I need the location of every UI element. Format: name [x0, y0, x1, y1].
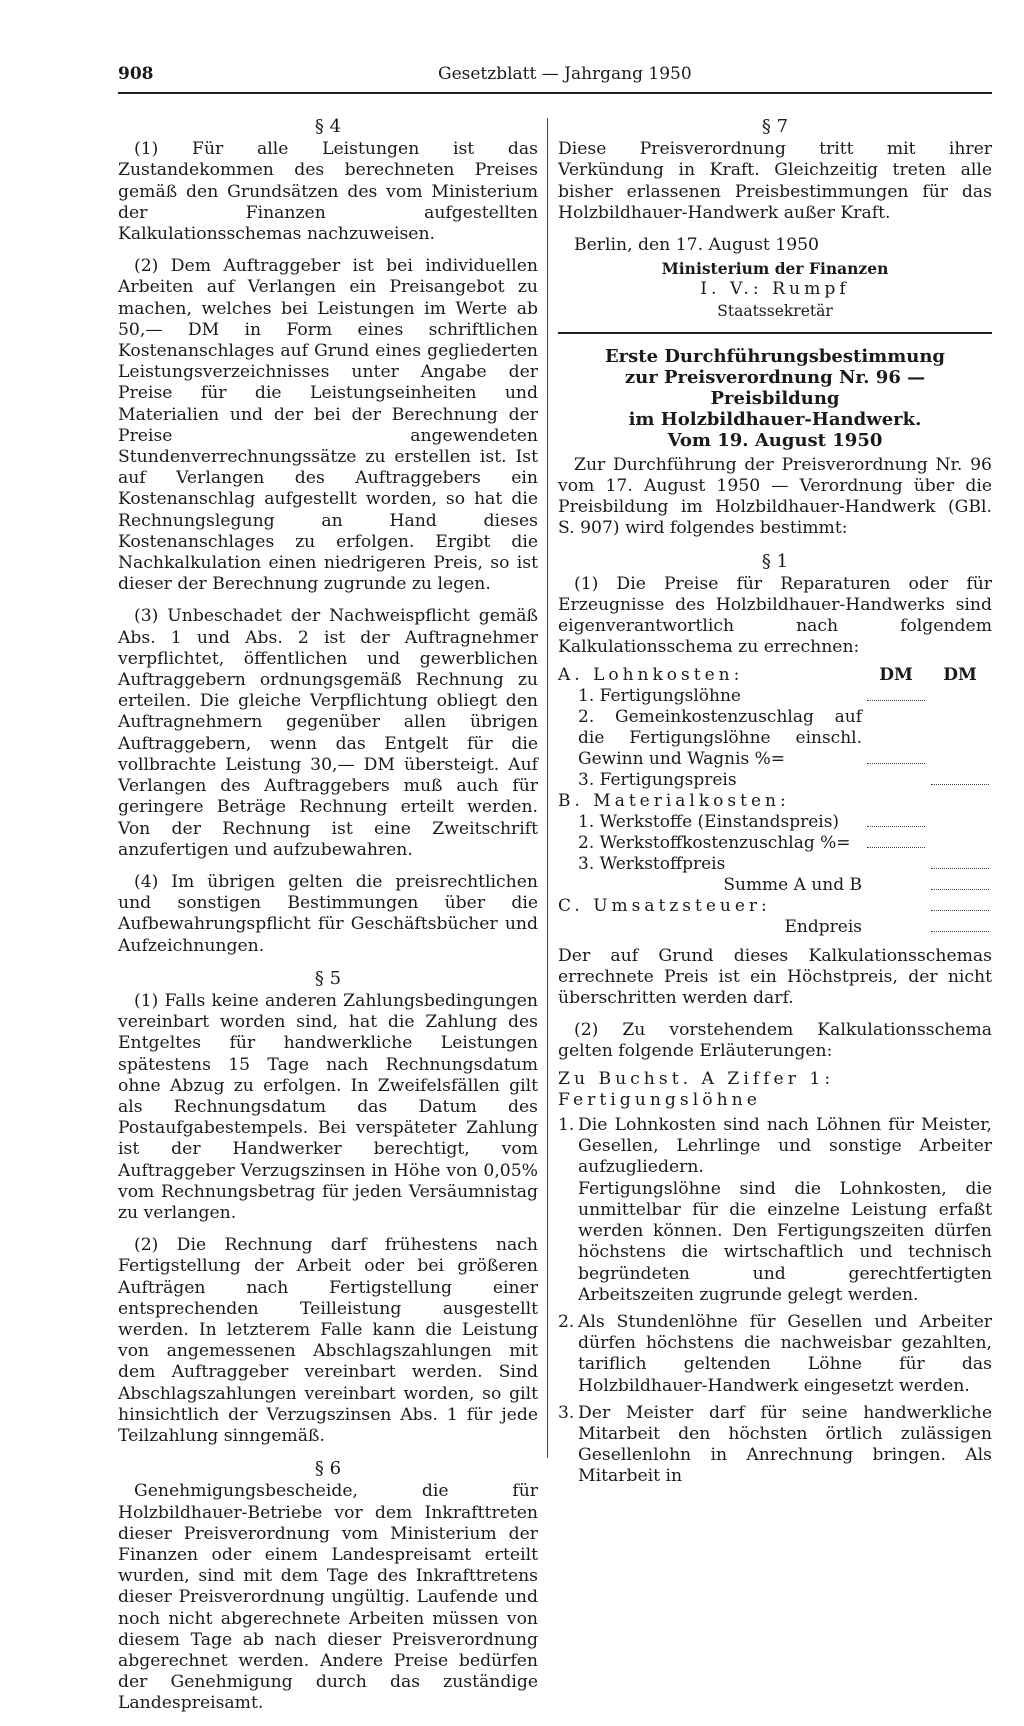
- paragraph-s4-2: (2) Dem Auftraggeber ist bei individuellen Arbeiten auf Verlangen ein Preisangebot zu machen, welches bei Leistungen im Werte ab 50,— DM in Form eines schriftlichen Kostenanschlages auf Grund eines gegliederten Leistungsverzeichnisses unter Angabe der Preise für die Leistungseinheiten und Materialien und der bei der Berechnung der Preise angewendeten Stundenverrechnungssätze zu erstellen ist. Ist auf Verlangen des Auftraggebers ein Kostenanschlag aufgestellt worden, so hat die Rechnungslegung an Hand dieses Kostenanschlages zu erfolgen. Ergibt die Nachkalkulation einen niedrigeren Preis, so ist dieser der Berechnung zugrunde zu legen.: [118, 256, 538, 595]
- calc-group-a: A. Lohnkosten:: [558, 664, 744, 685]
- list-item-number: 2.: [558, 1311, 575, 1332]
- calc-group-b: B. Materialkosten:: [558, 790, 790, 811]
- calc-group-c: C. Umsatzsteuer:: [558, 895, 771, 916]
- calc-blank: [928, 917, 992, 938]
- calc-row: [558, 665, 992, 686]
- running-title: Gesetzblatt — Jahrgang 1950: [438, 64, 692, 84]
- list-item-text: Die Lohnkosten sind nach Löhnen für Meister, Gesellen, Lehrlinge und sonstige Arbeiter aufzugliedern.: [578, 1115, 992, 1178]
- list-item: [558, 1403, 992, 1488]
- calc-blank: [864, 707, 928, 770]
- calc-blank: [928, 875, 992, 896]
- calc-text-b2: 2. Werkstoffkostenzuschlag: [578, 832, 815, 853]
- calc-label-a3: 3. Fertigungspreis: [578, 769, 737, 790]
- list-item-number: 3.: [558, 1402, 575, 1423]
- section-heading-7: § 7: [761, 116, 789, 137]
- calc-col-header-1: DM: [879, 664, 913, 685]
- section-heading-5: § 5: [314, 967, 342, 989]
- explanation-list: [558, 1115, 992, 1487]
- calc-blank: [864, 686, 928, 707]
- calc-row: [558, 770, 992, 791]
- signer-title: Staatssekretär: [717, 301, 833, 320]
- subheading-fertigungsloehne: Fertigungslöhne: [558, 1089, 761, 1110]
- calc-label-a1: 1. Fertigungslöhne: [578, 685, 741, 706]
- section-heading-4: § 4: [314, 116, 342, 137]
- column-divider: [547, 118, 548, 1458]
- paragraph-after-calc: Der auf Grund dieses Kalkulationsschemas errechnete Preis ist ein Höchstpreis, der nicht überschritten werden darf.: [558, 945, 992, 1009]
- calc-blank: [928, 896, 992, 917]
- calc-row: [558, 917, 992, 938]
- calc-blank: [928, 686, 992, 707]
- decree-title-line-2: zur Preisverordnung Nr. 96 — Preisbildung: [624, 366, 926, 409]
- decree-title-line-3: im Holzbildhauer-Handwerk.: [628, 408, 922, 430]
- calc-blank: [864, 854, 928, 875]
- list-item-text: Als Stundenlöhne für Gesellen und Arbeiter dürfen höchstens die nachweisbar gezahlten, tariflich geltenden Löhne für das Holzbildhauer-Handwerk eingesetzt werden.: [578, 1311, 992, 1396]
- calc-blank: [928, 707, 992, 770]
- paragraph-s5-1: (1) Falls keine anderen Zahlungsbedingungen vereinbart worden sind, hat die Zahlung des Entgeltes für handwerkliche Leistungen spätestens 15 Tage nach Rechnungsdatum ohne Abzug zu erfolgen. In Zweifelsfällen gilt als Rechnungsdatum das Datum des Postaufgabestempels. Bei verspäteter Zahlung ist der Handwerker berechtigt, vom Auftraggeber Verzugszinsen in Höhe von 0,05% vom Rechnungsbetrag für jeden Versäumnistag zu verlangen.: [118, 990, 538, 1223]
- subheading-zu-a1: Zu Buchst. A Ziffer 1:: [558, 1068, 835, 1089]
- calc-row: [558, 812, 992, 833]
- paragraph-s4-3: (3) Unbeschadet der Nachweispflicht gemäß Abs. 1 und Abs. 2 ist der Auftragnehmer verpflichtet, öffentlichen und gewerblichen Auftraggebern ordnungsgemäß Rechnung zu erteilen. Die gleiche Verpflichtung obliegt den Auftragnehmern gegenüber allen übrigen Auftraggebern, wenn das Entgelt für die vollbrachte Leistung 30,— DM übersteigt. Auf Verlangen des Auftraggebers muß auch für geringere Beträge Rechnung erteilt werden. Von der Rechnung ist eine Zweitschrift anzufertigen und aufzubewahren.: [118, 606, 538, 860]
- calc-label-b2: [558, 833, 864, 854]
- date-line: Berlin, den 17. August 1950: [574, 235, 819, 256]
- calc-text-a2: 2. Gemeinkostenzuschlag auf die Fertigungslöhne einschl. Gewinn und Wagnis: [578, 706, 862, 769]
- calc-col-header-2: DM: [943, 664, 977, 685]
- list-item: [558, 1115, 992, 1306]
- calc-row: [558, 791, 992, 812]
- section-rule: [558, 332, 992, 334]
- calc-label-b1: 1. Werkstoffe (Einstandspreis): [578, 811, 840, 832]
- calc-blank: [928, 812, 992, 833]
- calculation-scheme: [558, 665, 992, 938]
- paragraph-s1-2: (2) Zu vorstehendem Kalkulationsschema gelten folgende Erläuterungen:: [558, 1020, 992, 1062]
- section-heading-6: § 6: [314, 1458, 342, 1480]
- paragraph-s7-1: Diese Preisverordnung tritt mit ihrer Verkündung in Kraft. Gleichzeitig treten alle bisher erlassenen Preisbestimmungen für das Holzbildhauer-Handwerk außer Kraft.: [558, 139, 992, 223]
- page-header: [118, 62, 992, 94]
- paragraph-s1-1: (1) Die Preise für Reparaturen oder für Erzeugnisse des Holzbildhauer-Handwerks sind eigenverantwortlich nach folgendem Kalkulationsschema zu errechnen:: [558, 573, 992, 658]
- left-column: [118, 116, 538, 1726]
- list-item-text-2: Fertigungslöhne sind die Lohnkosten, die unmittelbar für die einzelne Leistung erfaßt werden können. Den Fertigungszeiten dürfen höchstens die wirtschaftlich und technisch begründeten und gerechtfertigten Arbeitszeiten zugrunde gelegt werden.: [578, 1178, 992, 1305]
- section-heading-1: § 1: [761, 550, 789, 572]
- signer-name: I. V.: Rumpf: [700, 279, 850, 300]
- ministry-name: Ministerium der Finanzen: [661, 259, 889, 279]
- calc-blank: [928, 770, 992, 791]
- decree-intro: Zur Durchführung der Preisverordnung Nr. 96 vom 17. August 1950 — Verordnung über die Preisbildung im Holzbildhauer-Handwerk (GBl. S. 907) wird folgendes bestimmt:: [558, 454, 992, 539]
- decree-title: [558, 346, 992, 451]
- decree-title-line-4: Vom 19. August 1950: [667, 429, 883, 451]
- calc-label-sum: Summe A und B: [723, 874, 862, 895]
- list-item-number: 1.: [558, 1115, 575, 1136]
- calc-label-endpreis: Endpreis: [784, 916, 862, 937]
- calc-blank: [928, 854, 992, 875]
- calc-row: [558, 707, 992, 770]
- calc-pct-b2: %=: [820, 832, 851, 853]
- calc-row: [558, 833, 992, 854]
- calc-blank: [864, 812, 928, 833]
- calc-row: [558, 875, 992, 896]
- calc-label-a2: [558, 707, 864, 770]
- paragraph-s5-2: (2) Die Rechnung darf frühestens nach Fertigstellung der Arbeit oder bei größeren Aufträgen nach Fertigstellung einer entsprechenden Teilleistung ausgestellt werden. In letzterem Falle kann die Leistung von angemessenen Abschlagszahlungen mit dem Auftraggeber vereinbart werden. Sind Abschlagszahlungen vereinbart worden, so gilt hinsichtlich der Verzugszinsen Abs. 1 für jede Teilzahlung sinngemäß.: [118, 1235, 538, 1446]
- calc-pct-a2: %=: [754, 748, 786, 769]
- calc-blank: [928, 833, 992, 854]
- paragraph-s4-4: (4) Im übrigen gelten die preisrechtlichen und sonstigen Bestimmungen über die Aufbewahrungspflicht für Geschäftsbücher und Aufzeichnungen.: [118, 871, 538, 956]
- calc-label-b3: 3. Werkstoffpreis: [578, 853, 726, 874]
- paragraph-s4-1: (1) Für alle Leistungen ist das Zustandekommen des berechneten Preises gemäß den Grundsätzen des vom Ministerium der Finanzen aufgestellten Kalkulationsschemas nachzuweisen.: [118, 139, 538, 245]
- calc-blank: [864, 770, 928, 791]
- decree-title-line-1: Erste Durchführungsbestimmung: [604, 345, 946, 367]
- right-column: [558, 116, 992, 1496]
- calc-row: [558, 854, 992, 875]
- page-number: 908: [118, 64, 154, 84]
- list-item-text: Der Meister darf für seine handwerkliche Mitarbeit den höchsten örtlich zulässigen Gesellenlohn in Anrechnung bringen. Als Mitarbeit in: [578, 1402, 992, 1487]
- paragraph-s6-1: Genehmigungsbescheide, die für Holzbildhauer-Betriebe vor dem Inkrafttreten dieser Preisverordnung vom Ministerium der Finanzen oder einem Landespreisamt erteilt wurden, sind mit dem Tage des Inkrafttretens dieser Preisverordnung ungültig. Laufende und noch nicht abgerechnete Arbeiten müssen von diesem Tage ab nach dieser Preisverordnung abgerechnet werden. Andere Preise bedürfen der Genehmigung durch das zuständige Landespreisamt.: [118, 1481, 538, 1714]
- calc-blank: [864, 833, 928, 854]
- calc-row: [558, 686, 992, 707]
- list-item: [558, 1312, 992, 1397]
- calc-row: [558, 896, 992, 917]
